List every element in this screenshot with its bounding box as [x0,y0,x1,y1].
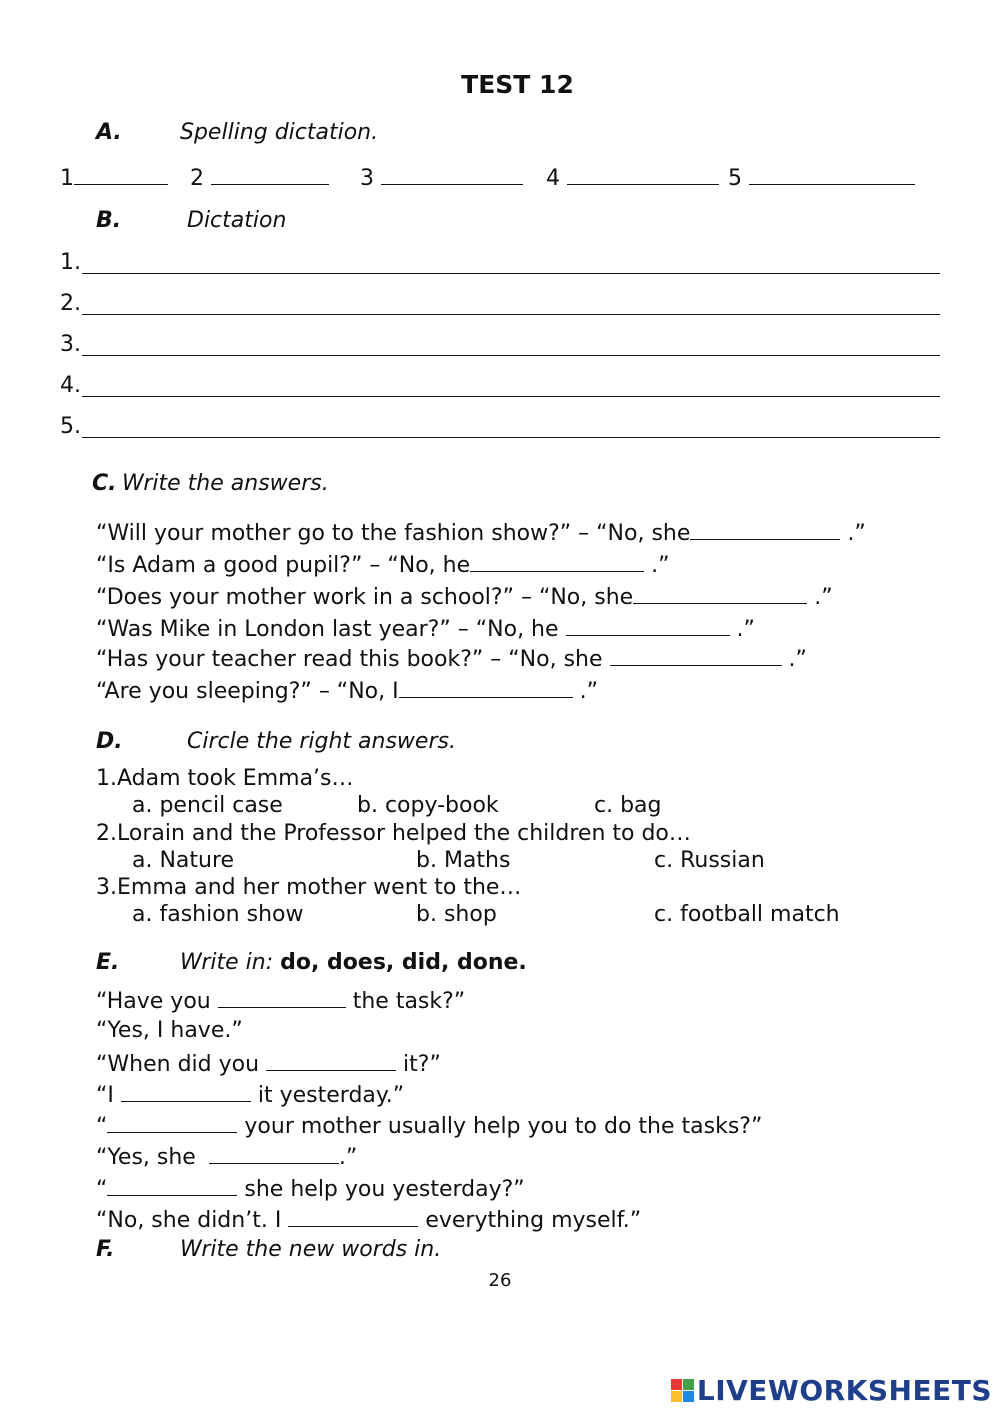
section-a-heading [96,120,378,145]
spelling-item-5: 5 [728,164,915,191]
page-title: TEST 12 [461,70,574,99]
circle-question-2: 2.Lorain and the Professor helped the children to do… [96,821,691,846]
liveworksheets-logo-text: LIVEWORKSHEETS [696,1374,992,1407]
section-f-heading [96,1237,441,1262]
circle-question-1: 1.Adam took Emma’s… [96,766,354,791]
fill-blank-4[interactable] [121,1081,251,1102]
dictation-line-label-4: 4. [60,373,81,398]
section-d-letter: D. [96,729,123,754]
circle-question-3: 3.Emma and her mother went to the… [96,875,522,900]
circle-option-1a[interactable]: a. pencil case [132,793,283,818]
spelling-blank-4[interactable] [567,164,719,185]
section-d-heading [96,729,456,754]
liveworksheets-logo-icon [671,1379,694,1402]
dictation-line-5[interactable] [82,437,940,438]
fill-line-2: “Yes, I have.” [96,1018,243,1043]
spelling-blank-2[interactable] [211,164,329,185]
answer-blank-2[interactable] [470,551,644,572]
fill-line-7: “ she help you yesterday?” [96,1177,525,1202]
dictation-line-4[interactable] [82,396,940,397]
circle-option-3a[interactable]: a. fashion show [132,902,304,927]
section-e-instruction: Write in: [180,950,274,975]
dictation-line-label-3: 3. [60,332,81,357]
section-c-heading [92,471,329,496]
dictation-line-label-5: 5. [60,414,81,439]
fill-blank-3[interactable] [266,1050,396,1071]
spelling-blank-5[interactable] [749,164,915,185]
dictation-line-label-2: 2. [60,291,81,316]
answer-question-5: “Has your teacher read this book?” – “No, she .” [96,647,807,672]
circle-option-2b[interactable]: b. Maths [416,848,511,873]
section-b-heading [96,208,286,233]
spelling-item-1: 1 [60,164,168,191]
section-c-instruction: Write the answers. [122,471,329,496]
spelling-item-2: 2 [190,164,329,191]
circle-option-2c[interactable]: c. Russian [654,848,765,873]
section-b-letter: B. [96,208,122,233]
answer-blank-4[interactable] [566,615,730,636]
section-a-letter: A. [96,120,122,145]
section-b-instruction: Dictation [187,208,287,233]
spelling-blank-1[interactable] [74,164,168,185]
dictation-line-3[interactable] [82,355,940,356]
dictation-line-2[interactable] [82,314,940,315]
circle-option-1b[interactable]: b. copy-book [357,793,499,818]
fill-blank-6[interactable] [209,1143,339,1164]
dictation-line-1[interactable] [82,273,940,274]
answer-blank-3[interactable] [633,583,807,604]
section-e-letter: E. [96,950,120,975]
fill-blank-5[interactable] [107,1112,237,1133]
answer-question-6: “Are you sleeping?” – “No, I .” [96,679,598,704]
fill-blank-1[interactable] [218,987,346,1008]
section-e-words: do, does, did, done. [280,950,527,975]
section-f-letter: F. [96,1237,115,1262]
section-e-heading [96,950,527,975]
fill-line-1: “Have you the task?” [96,989,466,1014]
answer-blank-5[interactable] [610,645,782,666]
section-c-letter: C. [92,471,117,496]
fill-line-4: “I it yesterday.” [96,1083,405,1108]
fill-blank-8[interactable] [288,1206,418,1227]
answer-blank-6[interactable] [399,677,573,698]
liveworksheets-logo [671,1374,992,1407]
section-d-instruction: Circle the right answers. [187,729,456,754]
dictation-line-label-1: 1. [60,250,81,275]
page-number: 26 [488,1270,512,1291]
fill-line-5: “ your mother usually help you to do the tasks?” [96,1114,763,1139]
spelling-blank-3[interactable] [381,164,523,185]
answer-question-4: “Was Mike in London last year?” – “No, he .” [96,617,755,642]
fill-line-3: “When did you it?” [96,1052,441,1077]
section-f-instruction: Write the new words in. [180,1237,442,1262]
fill-blank-7[interactable] [107,1175,237,1196]
answer-blank-1[interactable] [690,519,840,540]
circle-option-3b[interactable]: b. shop [416,902,497,927]
answer-question-3: “Does your mother work in a school?” – “No, she .” [96,585,833,610]
answer-question-2: “Is Adam a good pupil?” – “No, he .” [96,553,670,578]
answer-question-1: “Will your mother go to the fashion show?” – “No, she .” [96,521,866,546]
spelling-item-3: 3 [360,164,523,191]
section-a-instruction: Spelling dictation. [180,120,379,145]
fill-line-8: “No, she didn’t. I everything myself.” [96,1208,642,1233]
circle-option-3c[interactable]: c. football match [654,902,840,927]
fill-line-6: “Yes, she .” [96,1145,358,1170]
spelling-item-4: 4 [546,164,719,191]
circle-option-2a[interactable]: a. Nature [132,848,235,873]
circle-option-1c[interactable]: c. bag [594,793,662,818]
